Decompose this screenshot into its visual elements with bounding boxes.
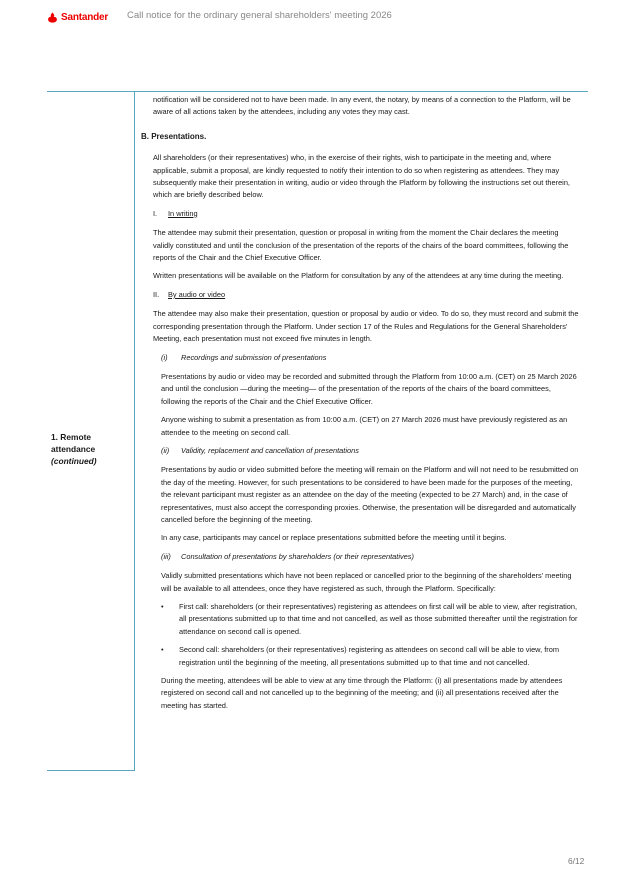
list-item-text: Second call: shareholders (or their representatives) registering as attendees on second call will be able to view, from registration until the beginning of the meeting, all presentations submitted up to that time and not cancelled. [179, 645, 559, 667]
subsubsection-number: (iii) [161, 551, 171, 561]
subsection-in-writing [153, 208, 580, 220]
recordings-paragraph-2: Anyone wishing to submit a presentation as from 10:00 a.m. (CET) on 27 March 2026 must have previously registered as an attendee to the meeting on second call. [161, 415, 568, 437]
subsubsection-number: (i) [161, 352, 168, 362]
list-item-text: First call: shareholders (or their representatives) registering as attendees on first call will be able to view, after registration, all presentations submitted up to that time and not cancelled, as well as those submitted thereafter until the registration for attendance on second call is opened. [179, 602, 578, 636]
subsection-title: By audio or video [168, 289, 226, 299]
subsubsection-consultation [161, 551, 580, 563]
in-writing-paragraph-1: The attendee may submit their presentation, question or proposal in writing from the moment the Chair declares the meeting validly constituted and until the conclusion of the presentation of the reports of the chairs of the board committees, following the reports of the Chair and the Chief Executive Officer. [153, 228, 569, 263]
validity-paragraph-2: In any case, participants may cancel or replace presentations submitted before the meeting until it begins. [161, 533, 507, 543]
bullet-icon: • [161, 645, 164, 655]
subsection-number: I. [153, 208, 158, 218]
subsubsection-title: Recordings and submission of presentations [181, 352, 327, 362]
page-number: 6/12 [568, 856, 585, 866]
subsubsection-number: (ii) [161, 445, 170, 455]
subsection-audio-video [153, 289, 580, 301]
bullet-icon: • [161, 602, 164, 611]
table-bottom-rule [47, 770, 134, 771]
closing-paragraph: During the meeting, attendees will be able to view at any time through the Platform: (i) all presentations made by attendees registered on second call and not cancelled up to the beginning of the meeting; and (ii) all presentations received after the meeting has started. [161, 676, 563, 710]
subsubsection-recordings [161, 352, 580, 364]
section-b-heading: B. Presentations. [141, 131, 207, 141]
document-title: Call notice for the ordinary general shareholders' meeting 2026 [127, 10, 392, 21]
header [47, 9, 108, 25]
intro-paragraph: notification will be considered not to have been made. In any event, the notary, by means of a connection to the Platform, will be aware of all actions taken by the attendees, including any votes they may cast. [153, 95, 571, 117]
section-b-paragraph: All shareholders (or their representatives) who, in the exercise of their rights, wish to participate in the meeting and, where applicable, submit a proposal, are kindly requested to notify their intention to do so when registering as attendees. They may subsequently make their presentation in writing, audio or video through the Platform by following the instructions set out therein, which are briefly described below. [153, 153, 570, 200]
validity-paragraph-1: Presentations by audio or video submitted before the meeting will remain on the Platform and will not need to be resubmitted on the day of the meeting. However, for such presentations to be considered to have been made for the purposes of the meeting, the relevant participant must register as an attendee on the day of the meeting (expected to be 27 March) and, in the case of representatives, must also accept the corresponding proxies. Otherwise, the presentation will be disregarded and automatically cancelled before the beginning of the meeting. [161, 465, 579, 524]
subsection-number: II. [153, 289, 160, 299]
list-item [153, 644, 580, 669]
section-continued: (continued) [51, 456, 97, 466]
in-writing-paragraph-2: Written presentations will be available on the Platform for consultation by any of the attendees at any time during the meeting. [153, 271, 564, 281]
subsubsection-title: Validity, replacement and cancellation of presentations [181, 445, 359, 455]
table-top-rule [47, 91, 588, 92]
subsubsection-title: Consultation of presentations by shareholders (or their representatives) [181, 551, 414, 561]
flame-icon [47, 12, 58, 23]
consultation-paragraph: Validly submitted presentations which have not been replaced or cancelled prior to the beginning of the shareholders' meeting will be available to all attendees, once they have registered as such, through the Platform. Specifically: [161, 571, 572, 593]
subsubsection-validity [161, 445, 580, 457]
column-divider [134, 91, 135, 771]
subsection-title: In writing [168, 208, 198, 218]
section-title: 1. Remote attendance [51, 432, 96, 454]
section-label [51, 431, 131, 467]
brand-name: Santander [61, 11, 109, 23]
audio-video-paragraph: The attendee may also make their presentation, question or proposal by audio or video. To do so, they must record and submit the corresponding presentation through the Platform. Under section 17 of the Rules and Regulations for the General Shareholders' Meeting, each presentation must not exceed five minutes in length. [153, 309, 579, 344]
main-content [141, 94, 580, 718]
list-item [153, 601, 580, 638]
santander-logo[interactable] [47, 12, 108, 23]
recordings-paragraph-1: Presentations by audio or video may be recorded and submitted through the Platform from 10:00 a.m. (CET) on 25 March 2026 and until the conclusion —during the meeting— of the presentation of the reports of the chairs of the board committees, following the reports of the Chair and the Chief Executive Officer. [161, 371, 577, 406]
